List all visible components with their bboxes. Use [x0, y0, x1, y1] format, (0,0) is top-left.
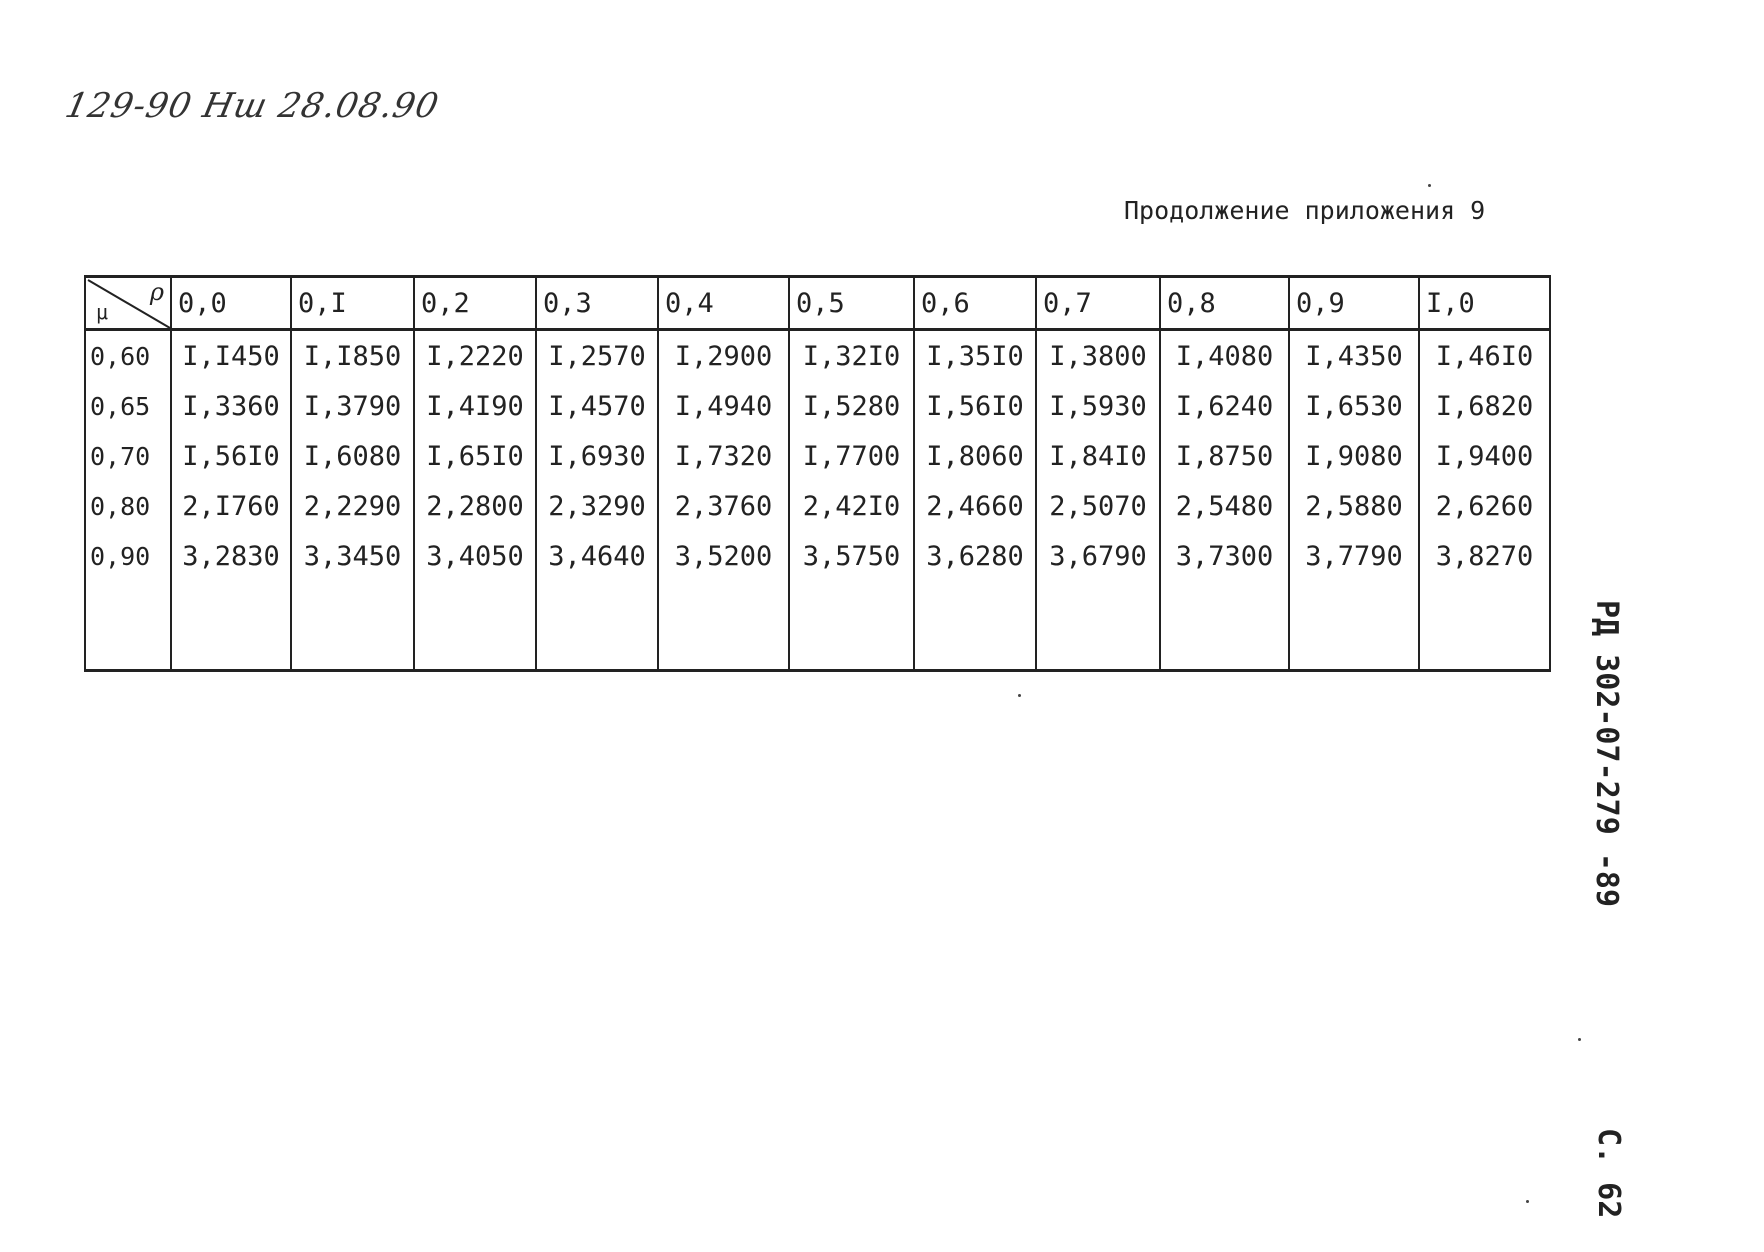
table-cell: I,9080: [1289, 431, 1419, 481]
table-cell: I,3360: [171, 381, 291, 431]
table-cell: I,6820: [1419, 381, 1550, 431]
table-cell: I,32I0: [789, 330, 914, 382]
table-cell: I,4940: [658, 381, 789, 431]
table-cell: I,3790: [291, 381, 414, 431]
table-cell: 3,6790: [1036, 531, 1160, 581]
column-header-rho: I,0: [1419, 277, 1550, 330]
table-cell: I,7320: [658, 431, 789, 481]
column-header-rho: 0,6: [914, 277, 1036, 330]
table-cell: 3,4050: [414, 531, 536, 581]
table-cell: I,6530: [1289, 381, 1419, 431]
column-header-rho: 0,0: [171, 277, 291, 330]
table-cell: 2,3760: [658, 481, 789, 531]
table-cell: I,2900: [658, 330, 789, 382]
table-cell: I,56I0: [914, 381, 1036, 431]
coefficient-table: [84, 275, 1551, 672]
row-header-mu: 0,65: [85, 381, 171, 431]
table-cell: 2,4660: [914, 481, 1036, 531]
table-empty-cell: [1036, 581, 1160, 671]
table-cell: I,8750: [1160, 431, 1289, 481]
table-cell: I,35I0: [914, 330, 1036, 382]
table-cell: 2,42I0: [789, 481, 914, 531]
column-header-rho: 0,7: [1036, 277, 1160, 330]
table-cell: 2,5480: [1160, 481, 1289, 531]
table-cell: I,6930: [536, 431, 658, 481]
table-cell: 3,4640: [536, 531, 658, 581]
table-cell: I,84I0: [1036, 431, 1160, 481]
table-cell: I,7700: [789, 431, 914, 481]
scan-speck: [1428, 184, 1431, 187]
table-empty-cell: [85, 581, 171, 671]
table-cell: I,5280: [789, 381, 914, 431]
table-cell: I,4080: [1160, 330, 1289, 382]
table-row: [85, 481, 1550, 531]
table-cell: I,9400: [1419, 431, 1550, 481]
table-cell: I,5930: [1036, 381, 1160, 431]
table-cell: 3,3450: [291, 531, 414, 581]
table-cell: I,65I0: [414, 431, 536, 481]
column-header-rho: 0,4: [658, 277, 789, 330]
table-cell: I,2570: [536, 330, 658, 382]
table-empty-cell: [1289, 581, 1419, 671]
scan-speck: [1526, 1200, 1529, 1203]
table-cell: 2,2290: [291, 481, 414, 531]
table-cell: 3,5750: [789, 531, 914, 581]
row-header-mu: 0,60: [85, 330, 171, 382]
table-empty-cell: [1419, 581, 1550, 671]
table-cell: 2,6260: [1419, 481, 1550, 531]
table-cell: I,4570: [536, 381, 658, 431]
table-cell: I,4350: [1289, 330, 1419, 382]
table-cell: I,56I0: [171, 431, 291, 481]
row-header-mu: 0,80: [85, 481, 171, 531]
table-empty-cell: [658, 581, 789, 671]
table-cell: 2,I760: [171, 481, 291, 531]
column-header-rho: 0,3: [536, 277, 658, 330]
table-row: [85, 330, 1550, 382]
row-header-mu: 0,90: [85, 531, 171, 581]
column-header-rho: 0,8: [1160, 277, 1289, 330]
table-cell: I,2220: [414, 330, 536, 382]
mu-axis-symbol: μ: [96, 300, 109, 324]
appendix-continuation-heading: Продолжение приложения 9: [1124, 196, 1486, 225]
column-header-rho: 0,9: [1289, 277, 1419, 330]
table-cell: 3,6280: [914, 531, 1036, 581]
table-cell: I,I850: [291, 330, 414, 382]
corner-header-cell: [85, 277, 171, 330]
table-cell: I,3800: [1036, 330, 1160, 382]
scan-speck: [1578, 1038, 1581, 1041]
table-empty-cell: [1160, 581, 1289, 671]
table-row: [85, 381, 1550, 431]
table-empty-cell: [291, 581, 414, 671]
table-cell: 3,7790: [1289, 531, 1419, 581]
table-empty-cell: [536, 581, 658, 671]
table-row: [85, 431, 1550, 481]
row-header-mu: 0,70: [85, 431, 171, 481]
table-cell: 3,8270: [1419, 531, 1550, 581]
table-cell: 3,7300: [1160, 531, 1289, 581]
table-empty-cell: [171, 581, 291, 671]
table-cell: I,46I0: [1419, 330, 1550, 382]
table-cell: I,6240: [1160, 381, 1289, 431]
scan-speck: [1018, 694, 1021, 697]
table-empty-cell: [414, 581, 536, 671]
table-header-row: [85, 277, 1550, 330]
table-empty-row: [85, 581, 1550, 671]
column-header-rho: 0,2: [414, 277, 536, 330]
table-cell: 2,2800: [414, 481, 536, 531]
table-cell: I,6080: [291, 431, 414, 481]
table-cell: 2,5070: [1036, 481, 1160, 531]
rho-axis-symbol: ρ: [149, 278, 164, 306]
table-cell: 2,5880: [1289, 481, 1419, 531]
column-header-rho: 0,I: [291, 277, 414, 330]
table-empty-cell: [789, 581, 914, 671]
table-row: [85, 531, 1550, 581]
table-cell: 3,2830: [171, 531, 291, 581]
table-cell: I,4I90: [414, 381, 536, 431]
table-cell: I,8060: [914, 431, 1036, 481]
table-cell: 3,5200: [658, 531, 789, 581]
table-cell: I,I450: [171, 330, 291, 382]
handwritten-registration-note: 129-90 Нш 28.08.90: [61, 86, 443, 126]
table-cell: 2,3290: [536, 481, 658, 531]
table-empty-cell: [914, 581, 1036, 671]
document-code: РД 302-07-279 -89: [1589, 600, 1624, 908]
page-number: С. 62: [1591, 1128, 1626, 1219]
column-header-rho: 0,5: [789, 277, 914, 330]
